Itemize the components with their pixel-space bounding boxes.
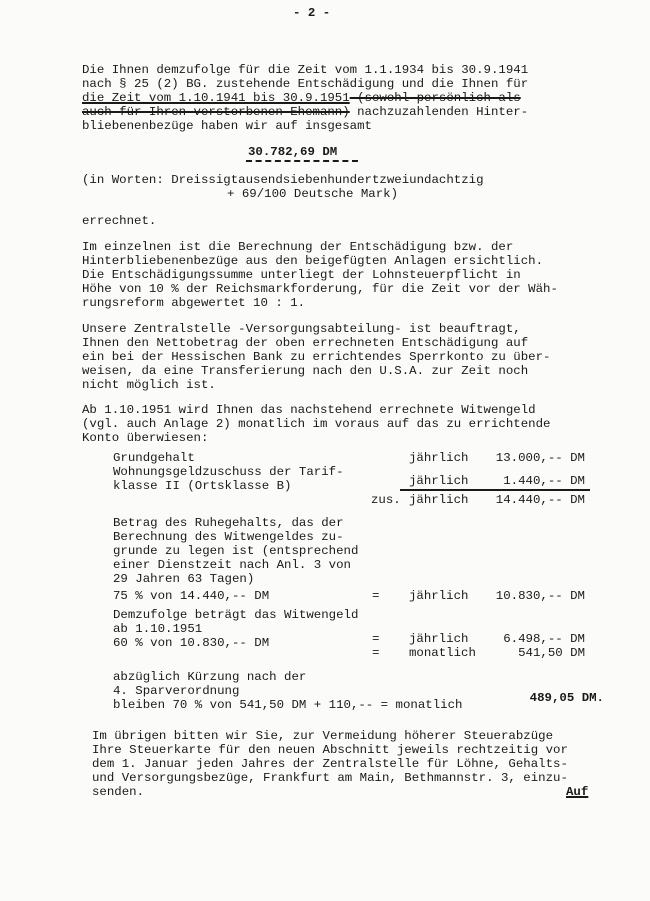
calc-value: 1.440,-- DM	[503, 474, 585, 488]
total-underline	[246, 160, 358, 162]
text-line: nachzuzahlenden Hinter-	[349, 105, 529, 119]
calc-label: bleiben 70 % von 541,50 DM + 110,-- = monatlich	[113, 698, 463, 712]
period-label: jährlich	[409, 474, 469, 488]
calc-label: klasse II (Ortsklasse B)	[113, 479, 292, 493]
text-line: Ihnen den Nettobetrag der oben errechneten Entschädigung auf	[82, 336, 529, 350]
struck-text: (sowohl persönlich als	[349, 91, 521, 105]
text-line: Ab 1.10.1951 wird Ihnen das nachstehend errechnete Witwengeld	[82, 403, 536, 417]
calc-label: 60 % von 10.830,-- DM	[113, 636, 270, 650]
text-line: Die Ihnen demzufolge für die Zeit vom 1.1.1934 bis 30.9.1941	[82, 63, 529, 77]
calc-label: 4. Sparverordnung	[113, 684, 240, 698]
equals-sign: =	[372, 632, 380, 646]
text-line: errechnet.	[82, 214, 157, 228]
calc-value: 13.000,-- DM	[495, 451, 585, 465]
text-line: Unsere Zentralstelle -Versorgungsabteilung- ist beauftragt,	[82, 322, 521, 336]
text-line: und Versorgungsbezüge, Frankfurt am Main, Bethmannstr. 3, einzu-	[92, 771, 568, 785]
calc-label: Berechnung des Witwengeldes zu-	[113, 530, 344, 544]
text-line: nach § 25 (2) BG. zustehende Entschädigung und die Ihnen für	[82, 77, 529, 91]
calc-label: 75 % von 14.440,-- DM	[113, 589, 270, 603]
calc-label: Grundgehalt	[113, 451, 195, 465]
calc-value: 10.830,-- DM	[495, 589, 585, 603]
text-line: (vgl. auch Anlage 2) monatlich im voraus auf das zu errichtende	[82, 417, 551, 431]
amount-in-words: (in Worten: Dreissigtausendsiebenhundertzweiundachtzig	[82, 173, 484, 187]
period-label: jährlich	[409, 493, 469, 507]
equals-sign: =	[372, 646, 380, 660]
calc-label: einer Dienstzeit nach Anl. 3 von	[113, 558, 351, 572]
text-line: Konto überwiesen:	[82, 431, 209, 445]
text-line: ein bei der Hessischen Bank zu errichtendes Sperrkonto zu über-	[82, 350, 551, 364]
text-line: weisen, da eine Transferierung nach den U.S.A. zur Zeit noch	[82, 364, 529, 378]
calc-label: Wohnungsgeldzuschuss der Tarif-	[113, 465, 344, 479]
text-line: Im einzelnen ist die Berechnung der Entschädigung bzw. der	[82, 240, 514, 254]
text-line: rungsreform abgewertet 10 : 1.	[82, 296, 306, 310]
text-line: nicht möglich ist.	[82, 378, 216, 392]
text-line: Ihre Steuerkarte für den neuen Abschnitt jeweils rechtzeitig vor	[92, 743, 568, 757]
text-line: Im übrigen bitten wir Sie, zur Vermeidung höherer Steuerabzüge	[92, 729, 554, 743]
calc-label: abzüglich Kürzung nach der	[113, 670, 307, 684]
period-label: jährlich	[409, 451, 469, 465]
amount-in-words: + 69/100 Deutsche Mark)	[227, 187, 399, 201]
period-label: monatlich	[409, 646, 476, 660]
sum-line	[400, 489, 590, 491]
calc-label: grunde zu legen ist (entsprechend	[113, 544, 359, 558]
text-line: die Zeit vom 1.10.1941 bis 30.9.1951	[82, 91, 350, 105]
text-line: Hinterbliebenenbezüge aus den beigefügten Anlagen ersichtlich.	[82, 254, 544, 268]
calc-label: ab 1.10.1951	[113, 622, 203, 636]
text-line: senden.	[92, 785, 145, 799]
calc-value: 541,50 DM	[518, 646, 585, 660]
total-amount: 30.782,69 DM	[248, 145, 338, 159]
text-line: Die Entschädigungssumme unterliegt der Lohnsteuerpflicht in	[82, 268, 521, 282]
calc-label: 29 Jahren 63 Tagen)	[113, 572, 255, 586]
text-line: Höhe von 10 % der Reichsmarkforderung, für die Zeit vor der Wäh-	[82, 282, 558, 296]
calc-label: Demzufolge beträgt das Witwengeld	[113, 608, 359, 622]
calc-value: 14.440,-- DM	[495, 493, 585, 507]
text-line: dem 1. Januar jeden Jahres der Zentralstelle für Löhne, Gehalts-	[92, 757, 568, 771]
final-amount: 489,05 DM.	[529, 691, 604, 705]
calc-label: Betrag des Ruhegehalts, das der	[113, 516, 344, 530]
period-label: jährlich	[409, 632, 469, 646]
equals-sign: =	[372, 589, 380, 603]
continuation-marker: Auf	[566, 785, 589, 799]
struck-text: auch für Ihren verstorbenen Ehemann)	[82, 105, 350, 119]
period-label: jährlich	[409, 589, 469, 603]
text-line: bliebenenbezüge haben wir auf insgesamt	[82, 119, 372, 133]
calc-label: zus.	[371, 493, 401, 507]
page-number: - 2 -	[293, 6, 331, 20]
calc-value: 6.498,-- DM	[503, 632, 585, 646]
